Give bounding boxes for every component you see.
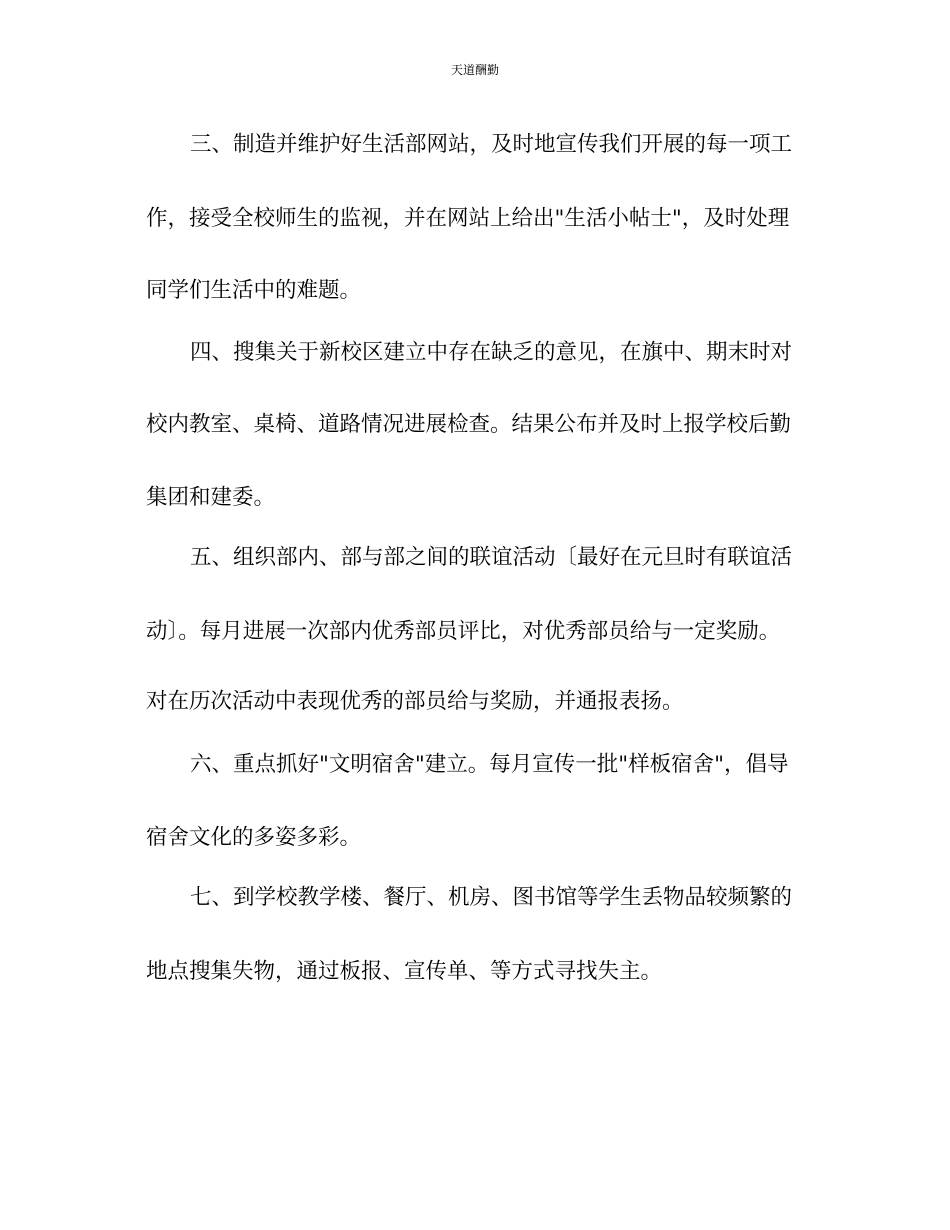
paragraph-6-line-2: 宿舍文化的多姿多彩。 [146, 825, 362, 850]
paragraph-4-line-2: 校内教室、桌椅、道路情况进展检查。结果公布并及时上报学校后勤 [146, 412, 792, 437]
paragraph-3-line-1: 三、制造并维护好生活部网站，及时地宣传我们开展的每一项工 [190, 132, 793, 157]
paragraph-3-line-3: 同学们生活中的难题。 [146, 278, 362, 303]
paragraph-4-line-3: 集团和建委。 [146, 485, 276, 510]
page-header: 天道酬勤 [450, 63, 499, 77]
paragraph-5-line-2: 动〕。每月进展一次部内优秀部员评比，对优秀部员给与一定奖励。 [146, 619, 781, 644]
paragraph-3-line-2: 作，接受全校师生的监视，并在网站上给出"生活小帖士"，及时处理 [146, 206, 790, 231]
paragraph-7-line-1: 七、到学校教学楼、餐厅、机房、图书馆等学生丢物品较频繁的 [190, 885, 793, 910]
paragraph-5-line-1: 五、组织部内、部与部之间的联谊活动〔最好在元旦时有联谊活 [190, 545, 793, 570]
paragraph-6-line-1: 六、重点抓好"文明宿舍"建立。每月宣传一批"样板宿舍"，倡导 [190, 752, 789, 777]
paragraph-5-line-3: 对在历次活动中表现优秀的部员给与奖励，并通报表扬。 [146, 689, 684, 714]
paragraph-7-line-2: 地点搜集失物，通过板报、宣传单、等方式寻找失主。 [146, 959, 663, 984]
paragraph-4-line-1: 四、搜集关于新校区建立中存在缺乏的意见，在旗中、期末时对 [190, 340, 793, 365]
